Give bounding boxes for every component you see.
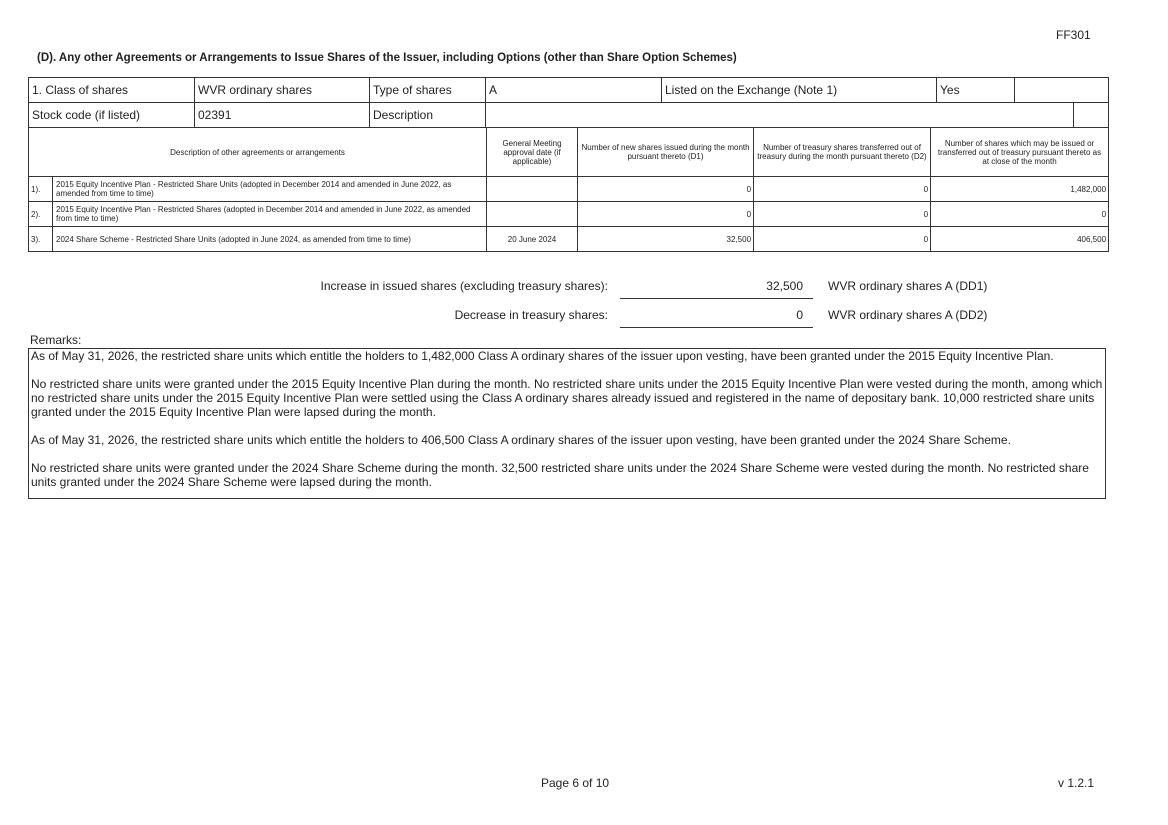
table-row: [29, 202, 1109, 227]
listed-value: Yes: [937, 78, 1015, 103]
row-index: 1).: [29, 177, 53, 202]
header-treasury: Number of treasury shares transferred out of treasury during the month pursuant thereto (D2): [754, 128, 931, 177]
row-new-shares: 0: [578, 177, 754, 202]
share-info-table: [28, 77, 1109, 128]
row-description: 2024 Share Scheme - Restricted Share Units (adopted in June 2024, as amended from time to time): [53, 227, 487, 252]
version-label: v 1.2.1: [1058, 776, 1095, 790]
row-description: 2015 Equity Incentive Plan - Restricted Share Units (adopted in December 2014 and amended in June 2022, as amended from time to time): [53, 177, 487, 202]
header-description: Description of other agreements or arrangements: [29, 128, 487, 177]
description-value: [486, 103, 1074, 128]
increase-label: Increase in issued shares (excluding treasury shares):: [320, 279, 608, 293]
row-treasury: 0: [754, 177, 931, 202]
row-treasury: 0: [754, 227, 931, 252]
type-of-shares-label: Type of shares: [370, 78, 486, 103]
table-row: [29, 227, 1109, 252]
row-may-issue: 0: [931, 202, 1109, 227]
remarks-paragraph: No restricted share units were granted under the 2015 Equity Incentive Plan during the month. No restricted share units under the 2015 Equity Incentive Plan were vested during the month, among which no restricted share units under the 2015 Equity Incentive Plan were settled using the Class A ordinary shares already issued and registered in the name of depositary bank. 10,000 restricted share units granted under the 2015 Equity Incentive Plan were lapsed during the month.: [31, 377, 1103, 419]
class-of-shares-label: 1. Class of shares: [29, 78, 195, 103]
row-index: 2).: [29, 202, 53, 227]
row-approval-date: [487, 177, 578, 202]
remarks-paragraph: No restricted share units were granted under the 2024 Share Scheme during the month. 32,500 restricted share units under the 2024 Share Scheme were vested during the month. No restricted share units granted under the 2024 Share Scheme were lapsed during the month.: [31, 461, 1089, 489]
decrease-value: 0: [796, 308, 803, 322]
agreements-table: [28, 127, 1109, 252]
description-label: Description: [370, 103, 486, 128]
decrease-label: Decrease in treasury shares:: [454, 308, 608, 322]
table-header-row: [29, 128, 1109, 177]
increase-unit: WVR ordinary shares A (DD1): [828, 279, 988, 293]
remarks-paragraph: As of May 31, 2026, the restricted share units which entitle the holders to 1,482,000 Class A ordinary shares of the issuer upon vesting, have been granted under the 2015 Equity Incentive Plan.: [31, 349, 1054, 363]
row-description: 2015 Equity Incentive Plan - Restricted Shares (adopted in December 2014 and amended in June 2022, as amended from time to time): [53, 202, 487, 227]
listed-extra-cell: [1015, 78, 1109, 103]
stock-code-value: 02391: [195, 103, 370, 128]
row-approval-date: 20 June 2024: [487, 227, 578, 252]
row-may-issue: 406,500: [931, 227, 1109, 252]
form-code: FF301: [1056, 28, 1091, 42]
header-approval-date: General Meeting approval date (if applicable): [487, 128, 578, 177]
remarks-paragraph: As of May 31, 2026, the restricted share units which entitle the holders to 406,500 Class A ordinary shares of the issuer upon vesting, have been granted under the 2024 Share Scheme.: [31, 433, 1011, 447]
class-of-shares-value: WVR ordinary shares: [195, 78, 370, 103]
header-may-issue: Number of shares which may be issued or transferred out of treasury pursuant thereto as at close of the month: [931, 128, 1109, 177]
decrease-unit: WVR ordinary shares A (DD2): [828, 308, 988, 322]
type-of-shares-value: A: [486, 78, 662, 103]
row-new-shares: 0: [578, 202, 754, 227]
remarks-label: Remarks:: [30, 333, 82, 347]
listed-label: Listed on the Exchange (Note 1): [662, 78, 937, 103]
section-title: (D). Any other Agreements or Arrangements to Issue Shares of the Issuer, including Options (other than Share Option Schemes): [37, 52, 737, 64]
row-may-issue: 1,482,000: [931, 177, 1109, 202]
decrease-underline: [620, 327, 813, 328]
row-index: 3).: [29, 227, 53, 252]
table-row: [29, 177, 1109, 202]
increase-value: 32,500: [766, 279, 803, 293]
header-new-shares: Number of new shares issued during the month pursuant thereto (D1): [578, 128, 754, 177]
row-treasury: 0: [754, 202, 931, 227]
row-new-shares: 32,500: [578, 227, 754, 252]
stock-code-label: Stock code (if listed): [29, 103, 195, 128]
page-number: Page 6 of 10: [541, 776, 610, 790]
remarks-box: [28, 348, 1106, 499]
increase-underline: [620, 298, 813, 299]
row-approval-date: [487, 202, 578, 227]
description-extra-cell: [1074, 103, 1109, 128]
